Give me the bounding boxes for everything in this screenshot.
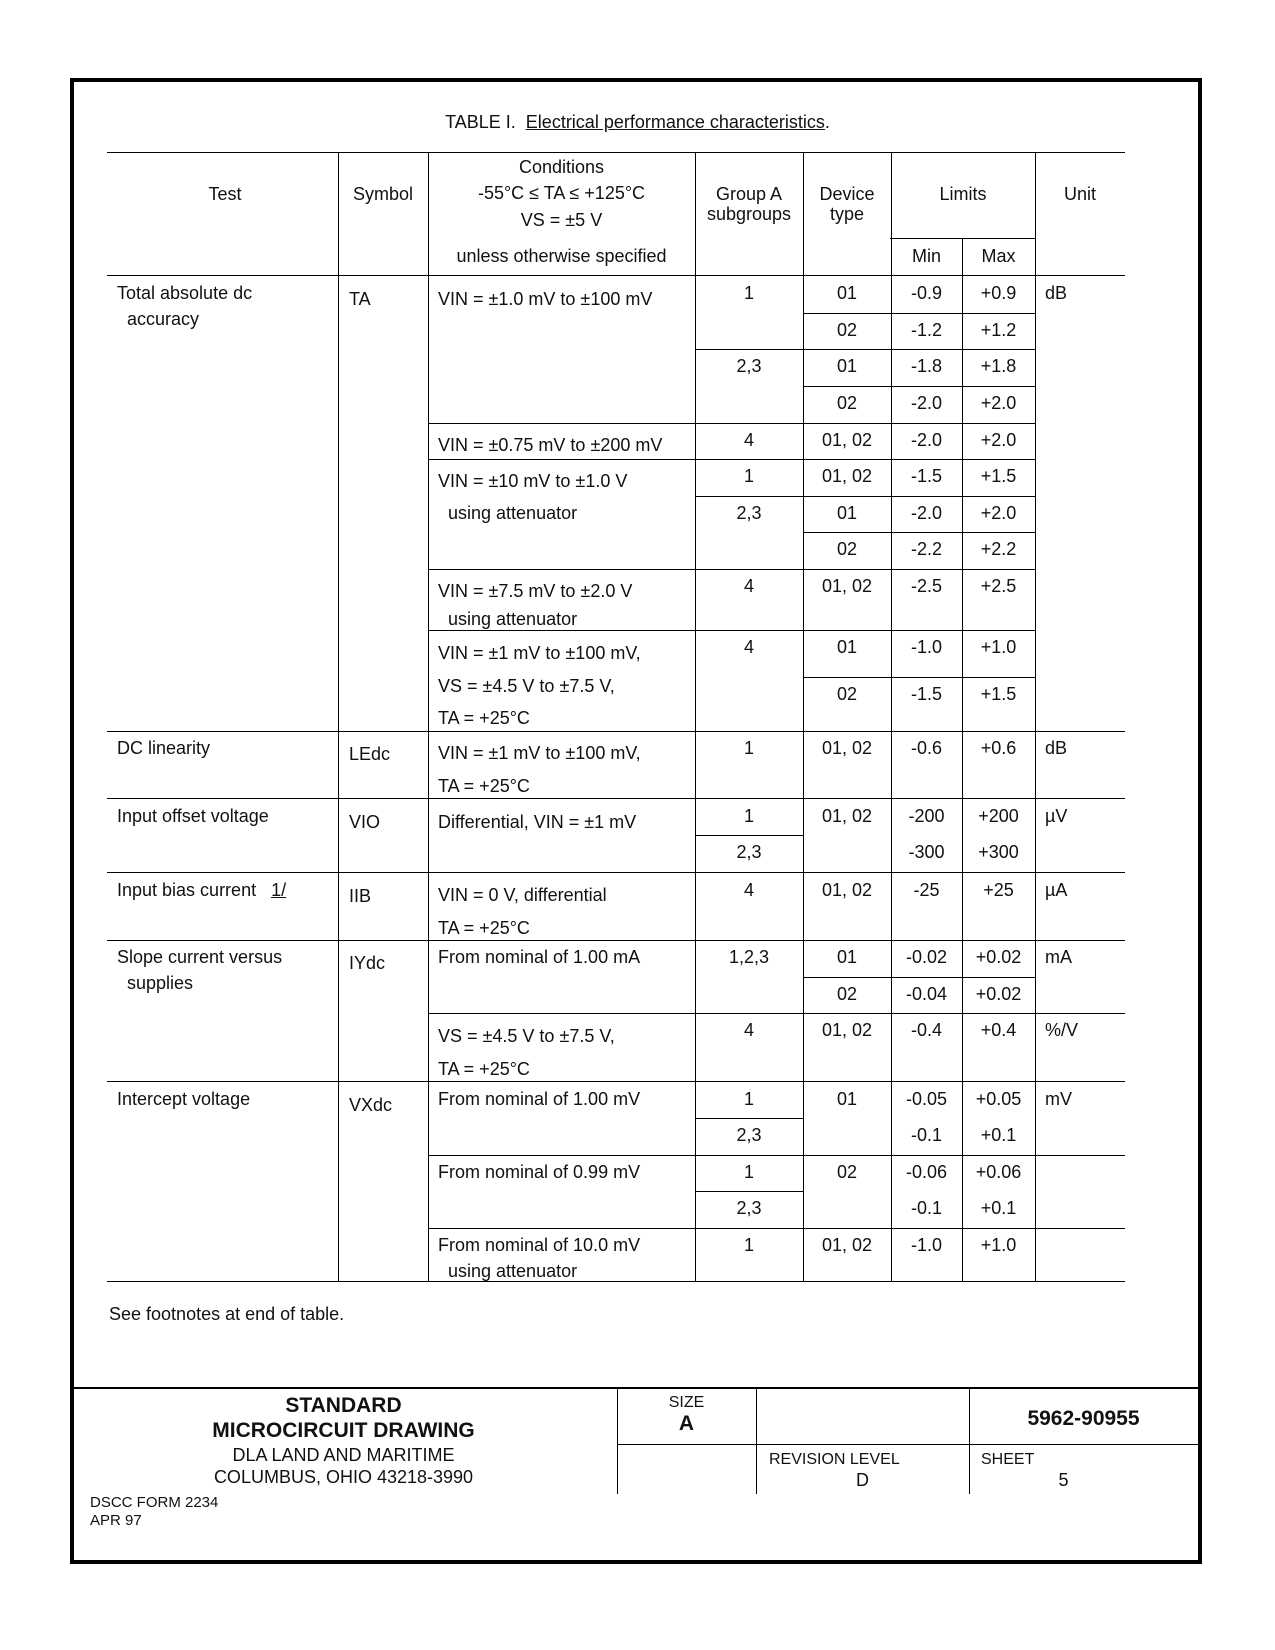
condition: VS = ±4.5 V to ±7.5 V, xyxy=(438,1026,615,1046)
device-type: 02 xyxy=(836,984,858,1004)
limit-min: -25 xyxy=(913,880,940,900)
test-name: Total absolute dc xyxy=(117,283,253,303)
header-subgroups: subgroups xyxy=(706,204,792,224)
limit-max: +200 xyxy=(978,806,1019,826)
limit-max: +2.0 xyxy=(980,430,1017,450)
test-name: Slope current versus xyxy=(117,947,283,967)
condition: From nominal of 1.00 mV xyxy=(438,1089,641,1109)
table-title xyxy=(0,112,1275,133)
condition: TA = +25°C xyxy=(438,708,530,728)
unit: µV xyxy=(1045,806,1068,826)
footnote-note: See footnotes at end of table. xyxy=(109,1304,345,1324)
device-type: 02 xyxy=(836,320,858,340)
limit-max: +0.06 xyxy=(975,1162,1022,1182)
size-value: A xyxy=(678,1412,695,1435)
limit-max: +0.9 xyxy=(980,283,1017,303)
condition: From nominal of 0.99 mV xyxy=(438,1162,641,1182)
drawing-number: 5962-90955 xyxy=(1027,1407,1140,1430)
subgroup: 2,3 xyxy=(736,1198,762,1218)
unit: mV xyxy=(1045,1089,1072,1109)
limit-min: -2.0 xyxy=(910,430,943,450)
header-type: type xyxy=(829,204,865,224)
subgroup: 2,3 xyxy=(736,356,762,376)
subgroup: 1 xyxy=(743,738,754,758)
header-group-a: Group A xyxy=(715,184,783,204)
subgroup: 2,3 xyxy=(736,842,762,862)
subgroup: 1 xyxy=(743,806,754,826)
footnote-ref: 1/ xyxy=(271,880,287,900)
device-type: 01 xyxy=(836,1089,858,1109)
limit-min: -0.1 xyxy=(910,1198,943,1218)
subgroup: 4 xyxy=(743,637,754,657)
limit-min: -0.4 xyxy=(910,1020,943,1040)
limit-max: +1.8 xyxy=(980,356,1017,376)
limit-max: +0.6 xyxy=(980,738,1017,758)
subgroup: 4 xyxy=(743,576,754,596)
device-type: 02 xyxy=(836,393,858,413)
condition-cont: using attenuator xyxy=(448,609,578,629)
condition: VIN = ±1 mV to ±100 mV, xyxy=(438,643,641,663)
condition: TA = +25°C xyxy=(438,918,530,938)
condition: TA = +25°C xyxy=(438,1059,530,1079)
device-type: 01 xyxy=(836,637,858,657)
symbol: LEdc xyxy=(349,744,391,764)
symbol: IIB xyxy=(349,886,372,906)
header-device: Device xyxy=(819,184,875,204)
condition-cont: using attenuator xyxy=(448,1261,578,1281)
unit: mA xyxy=(1045,947,1072,967)
device-type: 01, 02 xyxy=(821,1235,873,1255)
test-name: DC linearity xyxy=(117,738,211,758)
subgroup: 1,2,3 xyxy=(728,947,770,967)
condition: VIN = ±1 mV to ±100 mV, xyxy=(438,743,641,763)
limit-max: +0.1 xyxy=(980,1125,1017,1145)
limit-min: -2.2 xyxy=(910,539,943,559)
device-type: 01 xyxy=(836,356,858,376)
device-type: 01, 02 xyxy=(821,576,873,596)
device-type: 01 xyxy=(836,947,858,967)
table-title-text: Electrical performance characteristics xyxy=(525,112,825,132)
header-limits: Limits xyxy=(939,184,987,204)
form-id: DSCC FORM 2234 xyxy=(90,1494,219,1511)
standard-label: STANDARD xyxy=(285,1394,402,1417)
device-type: 02 xyxy=(836,1162,858,1182)
condition: VIN = ±7.5 mV to ±2.0 V xyxy=(438,581,633,601)
header-min: Min xyxy=(911,246,941,266)
test-name-with-footnote xyxy=(117,879,286,901)
header-test: Test xyxy=(208,184,242,204)
limit-max: +0.1 xyxy=(980,1198,1017,1218)
condition-cont: using attenuator xyxy=(448,503,578,523)
limit-max: +25 xyxy=(983,880,1014,900)
header-conditions-vs: VS = ±5 V xyxy=(520,210,603,230)
limit-max: +0.4 xyxy=(980,1020,1017,1040)
condition: VIN = 0 V, differential xyxy=(438,885,607,905)
test-name: Input offset voltage xyxy=(117,806,269,826)
limit-max: +2.0 xyxy=(980,393,1017,413)
condition: VIN = ±1.0 mV to ±100 mV xyxy=(438,289,653,309)
test-name-cont: supplies xyxy=(127,973,194,993)
header-conditions-temp: -55°C ≤ TA ≤ +125°C xyxy=(477,183,646,203)
limit-min: -0.02 xyxy=(905,947,948,967)
subgroup: 2,3 xyxy=(736,503,762,523)
limit-min: -0.06 xyxy=(905,1162,948,1182)
limit-min: -1.8 xyxy=(910,356,943,376)
limit-max: +2.5 xyxy=(980,576,1017,596)
title-block xyxy=(70,1394,1202,1564)
limit-min: -2.0 xyxy=(910,503,943,523)
limit-min: -0.05 xyxy=(905,1089,948,1109)
condition: TA = +25°C xyxy=(438,776,530,796)
unit: %/V xyxy=(1045,1020,1079,1040)
condition: From nominal of 10.0 mV xyxy=(438,1235,641,1255)
agency-address: COLUMBUS, OHIO 43218-3990 xyxy=(213,1467,474,1487)
limit-min: -2.5 xyxy=(910,576,943,596)
microcircuit-drawing-label: MICROCIRCUIT DRAWING xyxy=(212,1419,475,1442)
symbol: VXdc xyxy=(349,1095,393,1115)
header-conditions-note: unless otherwise specified xyxy=(456,246,667,266)
revision-label: REVISION LEVEL xyxy=(769,1451,900,1468)
device-type: 01 xyxy=(836,503,858,523)
test-name-cont: accuracy xyxy=(127,309,200,329)
device-type: 01, 02 xyxy=(821,430,873,450)
subgroup: 1 xyxy=(743,1235,754,1255)
test-name: Intercept voltage xyxy=(117,1089,251,1109)
device-type: 01, 02 xyxy=(821,880,873,900)
limit-max: +1.2 xyxy=(980,320,1017,340)
limit-min: -0.9 xyxy=(910,283,943,303)
sheet-number: 5 xyxy=(1058,1470,1069,1490)
limit-min: -2.0 xyxy=(910,393,943,413)
subgroup: 1 xyxy=(743,1089,754,1109)
limit-min: -200 xyxy=(908,806,945,826)
condition: VIN = ±10 mV to ±1.0 V xyxy=(438,471,628,491)
header-unit: Unit xyxy=(1063,184,1096,204)
limit-max: +300 xyxy=(978,842,1019,862)
condition: VS = ±4.5 V to ±7.5 V, xyxy=(438,676,615,696)
device-type: 02 xyxy=(836,684,858,704)
limit-min: -1.5 xyxy=(910,466,943,486)
limit-max: +0.05 xyxy=(975,1089,1022,1109)
table-title-prefix: TABLE I. xyxy=(445,112,516,132)
size-label: SIZE xyxy=(668,1394,705,1411)
form-date: APR 97 xyxy=(90,1512,142,1529)
limit-min: -300 xyxy=(908,842,945,862)
device-type: 01, 02 xyxy=(821,466,873,486)
condition: VIN = ±0.75 mV to ±200 mV xyxy=(438,435,663,455)
limit-min: -0.04 xyxy=(905,984,948,1004)
unit: dB xyxy=(1045,738,1068,758)
limit-max: +1.0 xyxy=(980,1235,1017,1255)
limit-max: +1.0 xyxy=(980,637,1017,657)
header-conditions: Conditions xyxy=(518,157,605,177)
device-type: 02 xyxy=(836,539,858,559)
agency-name: DLA LAND AND MARITIME xyxy=(232,1445,455,1465)
symbol: VIO xyxy=(349,812,381,832)
limit-max: +2.2 xyxy=(980,539,1017,559)
symbol: IYdc xyxy=(349,953,386,973)
subgroup: 4 xyxy=(743,1020,754,1040)
condition: Differential, VIN = ±1 mV xyxy=(438,812,637,832)
sheet-label: SHEET xyxy=(981,1451,1035,1468)
limit-min: -0.1 xyxy=(910,1125,943,1145)
limit-max: +0.02 xyxy=(975,984,1022,1004)
device-type: 01, 02 xyxy=(821,738,873,758)
header-max: Max xyxy=(981,246,1016,266)
test-name: Input bias current xyxy=(117,880,257,900)
condition: From nominal of 1.00 mA xyxy=(438,947,641,967)
limit-min: -1.2 xyxy=(910,320,943,340)
limit-min: -1.0 xyxy=(910,1235,943,1255)
limit-min: -0.6 xyxy=(910,738,943,758)
revision-value: D xyxy=(856,1470,869,1490)
device-type: 01, 02 xyxy=(821,806,873,826)
symbol: TA xyxy=(349,289,371,309)
device-type: 01 xyxy=(836,283,858,303)
subgroup: 4 xyxy=(743,880,754,900)
unit: µA xyxy=(1045,880,1068,900)
subgroup: 4 xyxy=(743,430,754,450)
subgroup: 1 xyxy=(743,466,754,486)
limit-max: +1.5 xyxy=(980,466,1017,486)
subgroup: 1 xyxy=(743,1162,754,1182)
table-title-suffix: . xyxy=(824,112,830,132)
limit-min: -1.0 xyxy=(910,637,943,657)
subgroup: 1 xyxy=(743,283,754,303)
limit-max: +0.02 xyxy=(975,947,1022,967)
electrical-characteristics-table xyxy=(112,159,1188,1351)
header-symbol: Symbol xyxy=(352,184,414,204)
limit-max: +2.0 xyxy=(980,503,1017,523)
subgroup: 2,3 xyxy=(736,1125,762,1145)
unit: dB xyxy=(1045,283,1068,303)
limit-min: -1.5 xyxy=(910,684,943,704)
device-type: 01, 02 xyxy=(821,1020,873,1040)
limit-max: +1.5 xyxy=(980,684,1017,704)
